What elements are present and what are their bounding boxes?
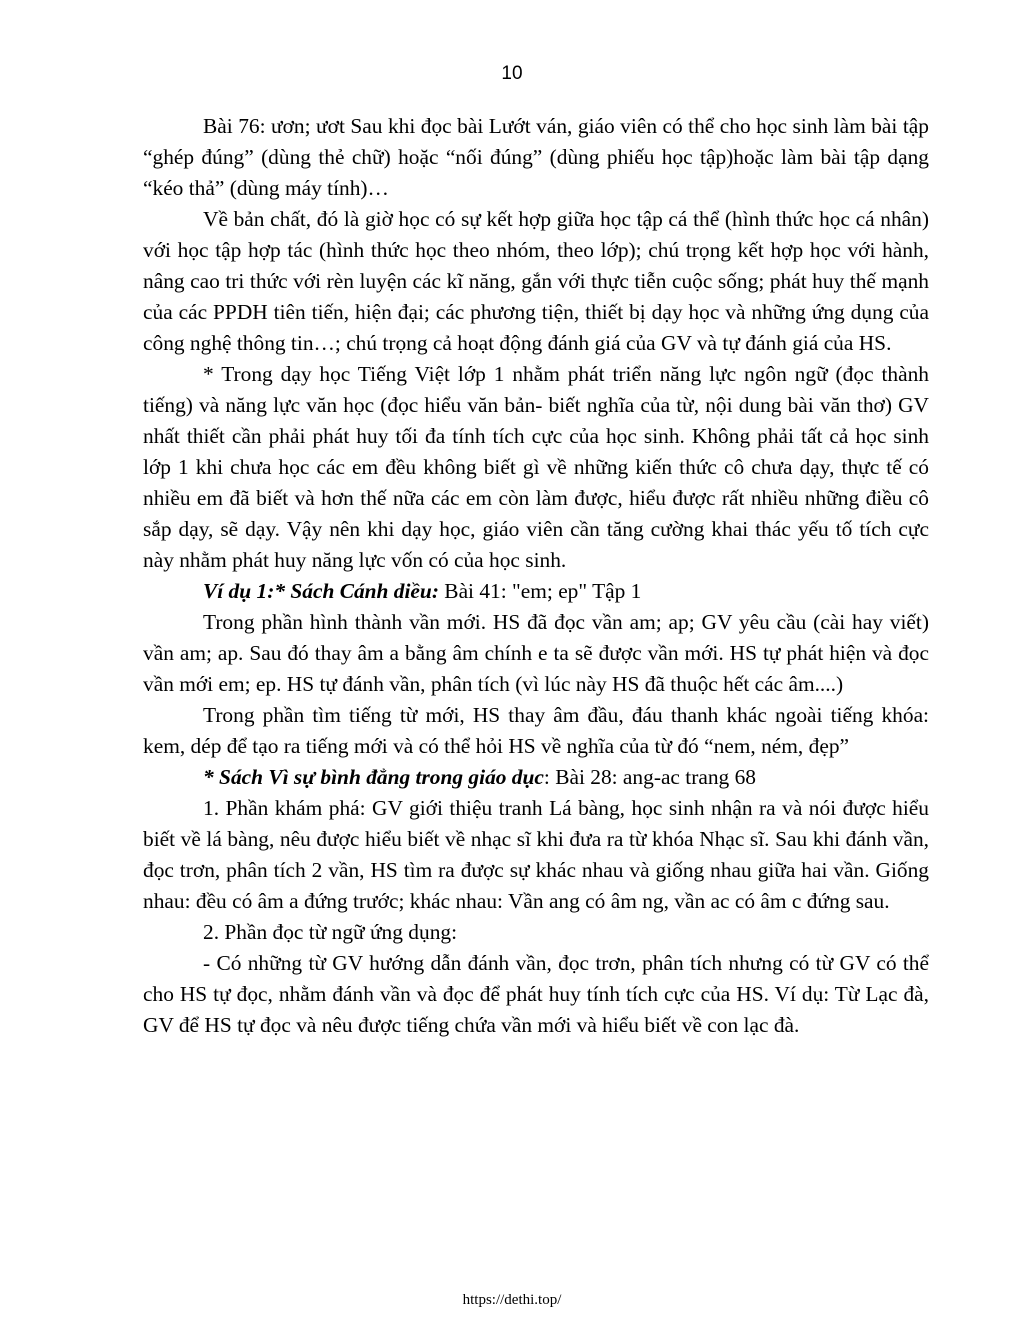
paragraph-bai-76: Bài 76: ươn; ươt Sau khi đọc bài Lướt ván, giáo viên có thể cho học sinh làm bài tập “ghép đúng” (dùng thẻ chữ) hoặc “nối đúng” (dùng phiếu học tập)hoặc làm bài tập dạng “kéo thả” (dùng máy tính)…	[143, 114, 929, 200]
paragraph-ban-chat: Về bản chất, đó là giờ học có sự kết hợp giữa học tập cá thể (hình thức học cá nhân) với học tập hợp tác (hình thức học theo nhóm, theo lớp); chú trọng kết hợp học với hành, nâng cao tri thức với rèn luyện các kĩ năng, gắn với thực tiễn cuộc sống; phát huy thế mạnh của các PPDH tiên tiến, hiện đại; các phương tiện, thiết bị dạy học và những ứng dụng của công nghệ thông tin…; chú trọng cả hoạt động đánh giá của GV và tự đánh giá của HS.	[143, 207, 929, 355]
example-2-text: : Bài 28: ang-ac trang 68	[543, 765, 756, 789]
paragraph-co-nhung-tu: - Có những từ GV hướng dẫn đánh vần, đọc trơn, phân tích nhưng có từ GV có thể cho HS tự đọc, nhằm đánh vần và đọc để phát huy tính tích cực của HS. Ví dụ: Từ Lạc đà, GV để HS tự đọc và nêu được tiếng chứa vần mới và hiểu biết về con lạc đà.	[143, 951, 929, 1037]
example-1-heading: Ví dụ 1:* Sách Cánh diều:	[203, 579, 439, 603]
paragraph-hinh-thanh-van-moi: Trong phần hình thành vần mới. HS đã đọc vần am; ap; GV yêu cầu (cài hay viết) vần am; ap. Sau đó thay âm a bằng âm chính e ta sẽ được vần mới. HS tự phát hiện và đọc vần mới em; ep. HS tự đánh vần, phân tích (vì lúc này HS đã thuộc hết các âm....)	[143, 610, 929, 696]
paragraph-tim-tieng-tu-moi: Trong phần tìm tiếng từ mới, HS thay âm đầu, đáu thanh khác ngoài tiếng khóa: kem, dép để tạo ra tiếng mới và có thể hỏi HS về nghĩa của từ đó “nem, ném, đẹp”	[143, 703, 929, 758]
example-1-text: Bài 41: "em; ep" Tập 1	[438, 579, 642, 603]
paragraph-tieng-viet-lop-1: * Trong dạy học Tiếng Việt lớp 1 nhằm phát triển năng lực ngôn ngữ (đọc thành tiếng) và năng lực văn học (đọc hiểu văn bản- biết nghĩa của từ, nội dung bài văn thơ) GV nhất thiết cần phải phát huy tối đa tính tích cực của học sinh. Không phải tất cả học sinh lớp 1 khi chưa học các em đều không biết gì về những kiến thức cô chưa dạy, thực tế có nhiều em đã biết và hơn thế nữa các em còn làm được, hiểu được rất nhiều những điều cô sắp dạy, sẽ dạy. Vậy nên khi dạy học, giáo viên cần tăng cường khai thác yếu tố tích cực này nhằm phát huy năng lực vốn có của học sinh.	[143, 362, 929, 572]
example-2-line	[143, 762, 929, 793]
page-number: 10	[501, 63, 523, 84]
paragraph-phan-doc-tu-ngu: 2. Phần đọc từ ngữ ứng dụng:	[203, 920, 458, 944]
paragraph-phan-kham-pha: 1. Phần khám phá: GV giới thiệu tranh Lá bàng, học sinh nhận ra và nói được hiểu biết về lá bàng, nêu được hiểu biết về nhạc sĩ khi đưa ra từ khóa Nhạc sĩ. Sau khi đánh vần, đọc trơn, phân tích 2 vần, HS tìm ra được sự khác nhau và giống nhau giữa hai vần. Giống nhau: đều có âm a đứng trước; khác nhau: Vần ang có âm ng, vần ac có âm c đứng sau.	[143, 796, 929, 913]
document-body	[143, 111, 929, 1041]
footer-url: https://dethi.top/	[462, 1292, 562, 1308]
example-1-line	[143, 576, 929, 607]
example-2-heading: * Sách Vì sự bình đẳng trong giáo dục	[203, 765, 544, 789]
